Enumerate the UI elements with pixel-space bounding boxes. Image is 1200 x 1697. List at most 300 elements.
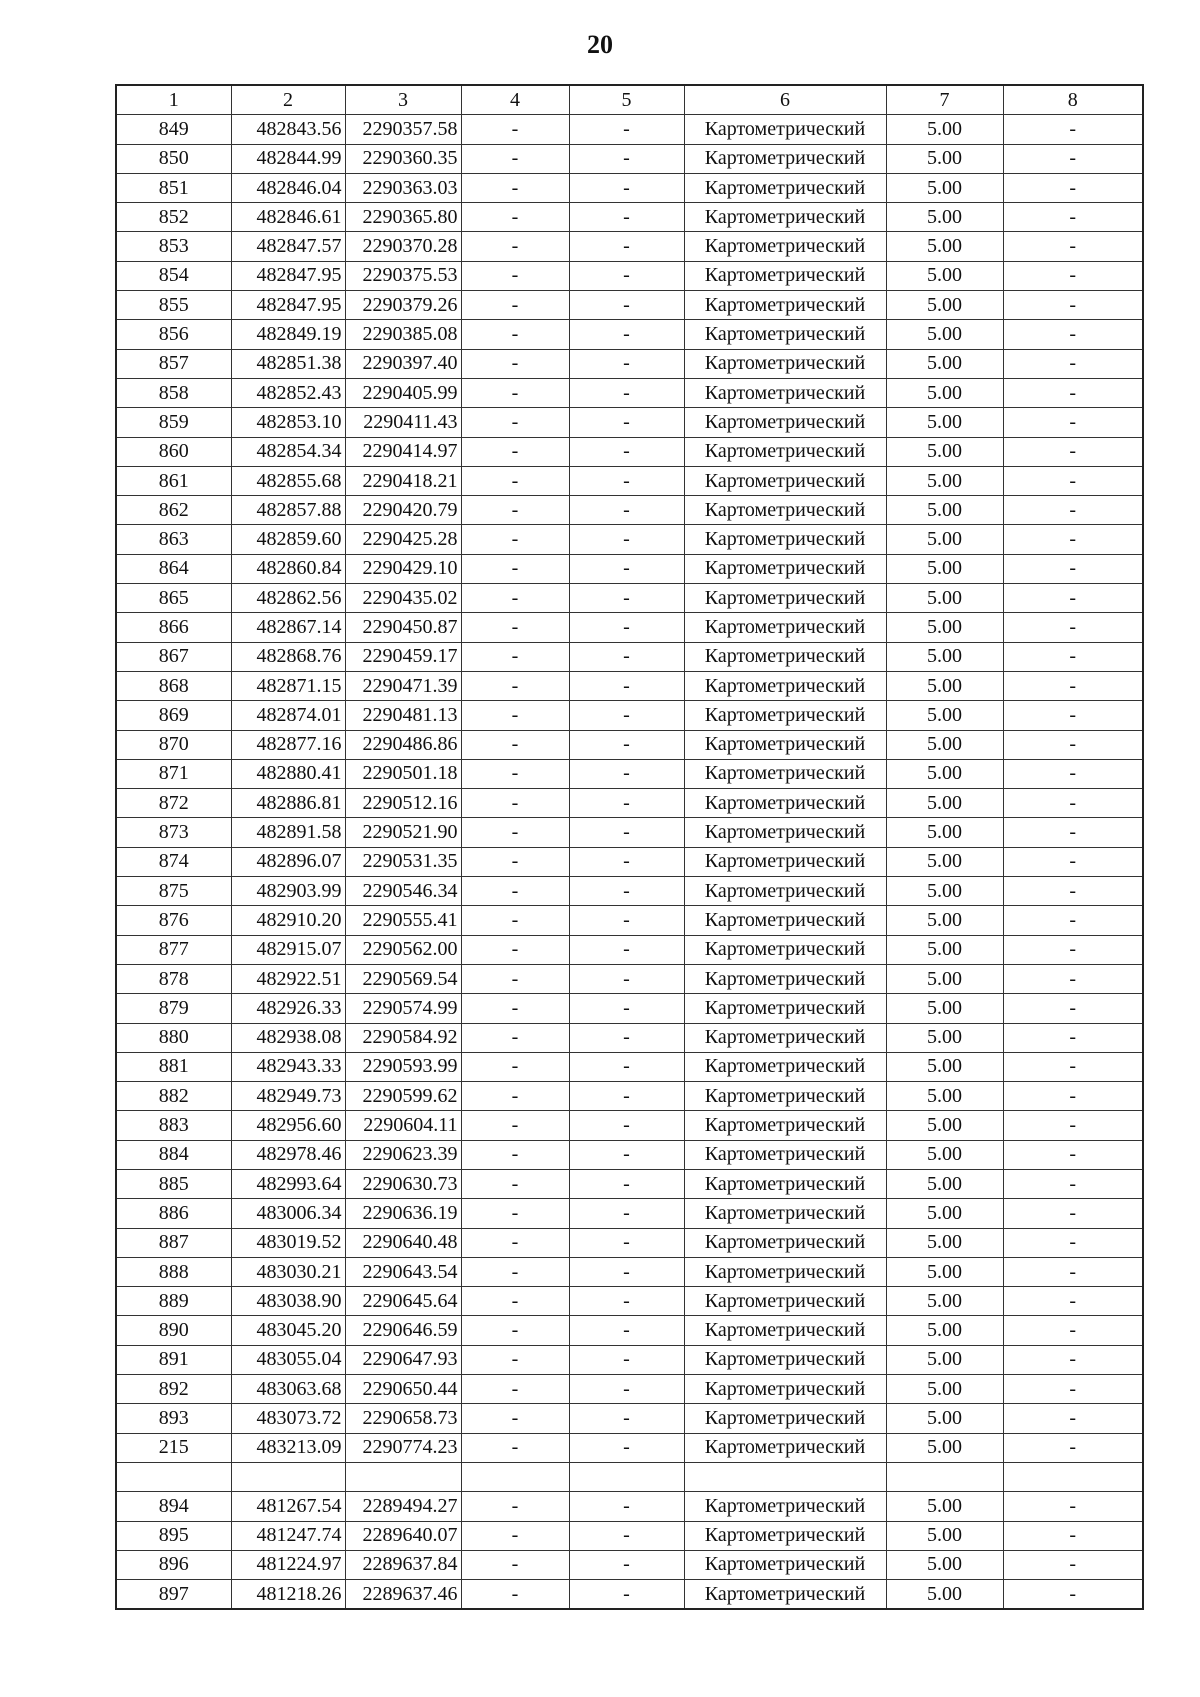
column-4-cell: - [461,1375,569,1404]
x-coordinate-cell: 482938.08 [231,1023,345,1052]
point-number-cell: 895 [116,1521,231,1550]
column-4-cell: - [461,701,569,730]
x-coordinate-cell: 482852.43 [231,378,345,407]
y-coordinate-cell: 2290365.80 [345,203,461,232]
column-4-cell: - [461,642,569,671]
precision-cell: 5.00 [886,1257,1003,1286]
column-8-cell: - [1003,349,1143,378]
column-8-cell: - [1003,1521,1143,1550]
column-4-cell: - [461,1316,569,1345]
precision-cell: 5.00 [886,964,1003,993]
method-cell: Картометрический [684,1169,886,1198]
y-coordinate-cell: 2290623.39 [345,1140,461,1169]
column-4-cell: - [461,1199,569,1228]
table-row [116,584,1143,613]
table-row [116,144,1143,173]
precision-cell: 5.00 [886,1316,1003,1345]
point-number-cell: 874 [116,847,231,876]
column-4-cell: - [461,789,569,818]
method-cell: Картометрический [684,408,886,437]
column-5-cell: - [569,642,684,671]
method-cell: Картометрический [684,291,886,320]
method-cell: Картометрический [684,496,886,525]
precision-cell: 5.00 [886,1111,1003,1140]
column-5-cell: - [569,1023,684,1052]
method-cell: Картометрический [684,232,886,261]
column-5-cell: - [569,730,684,759]
y-coordinate-cell: 2290481.13 [345,701,461,730]
x-coordinate-cell: 482891.58 [231,818,345,847]
method-cell: Картометрический [684,115,886,144]
column-8-cell: - [1003,291,1143,320]
point-number-cell: 869 [116,701,231,730]
column-8-cell: - [1003,964,1143,993]
column-5-cell: - [569,701,684,730]
point-number-cell: 883 [116,1111,231,1140]
column-4-cell: - [461,144,569,173]
precision-cell: 5.00 [886,1199,1003,1228]
column-8-cell: - [1003,1169,1143,1198]
precision-cell [886,1462,1003,1491]
table-row [116,1375,1143,1404]
table-row [116,437,1143,466]
column-8-cell: - [1003,1111,1143,1140]
column-4-cell: - [461,466,569,495]
table-row [116,378,1143,407]
column-8-cell: - [1003,789,1143,818]
column-4-cell: - [461,1580,569,1610]
column-5-cell: - [569,232,684,261]
column-5-cell: - [569,1345,684,1374]
y-coordinate-cell: 2290569.54 [345,964,461,993]
column-8-cell: - [1003,437,1143,466]
method-cell: Картометрический [684,642,886,671]
column-5-cell: - [569,1052,684,1081]
precision-cell: 5.00 [886,847,1003,876]
column-8-cell: - [1003,584,1143,613]
method-cell: Картометрический [684,1580,886,1610]
column-5-cell: - [569,1287,684,1316]
precision-cell: 5.00 [886,1492,1003,1521]
column-8-cell: - [1003,1404,1143,1433]
column-8-cell: - [1003,759,1143,788]
y-coordinate-cell: 2290555.41 [345,906,461,935]
y-coordinate-cell: 2289640.07 [345,1521,461,1550]
table-row [116,1199,1143,1228]
x-coordinate-cell: 483213.09 [231,1433,345,1462]
x-coordinate-cell: 483030.21 [231,1257,345,1286]
precision-cell: 5.00 [886,144,1003,173]
column-5-cell: - [569,1111,684,1140]
column-8-cell: - [1003,144,1143,173]
y-coordinate-cell: 2290650.44 [345,1375,461,1404]
precision-cell: 5.00 [886,935,1003,964]
y-coordinate-cell: 2290459.17 [345,642,461,671]
column-4-cell: - [461,730,569,759]
column-4-cell: - [461,349,569,378]
y-coordinate-cell: 2290521.90 [345,818,461,847]
column-5-cell: - [569,759,684,788]
x-coordinate-cell: 482956.60 [231,1111,345,1140]
y-coordinate-cell: 2290486.86 [345,730,461,759]
column-4-cell [461,1462,569,1491]
table-row [116,408,1143,437]
x-coordinate-cell: 482880.41 [231,759,345,788]
point-number-cell [116,1462,231,1491]
column-header: 1 [116,85,231,115]
column-8-cell: - [1003,906,1143,935]
precision-cell: 5.00 [886,906,1003,935]
column-4-cell: - [461,1492,569,1521]
y-coordinate-cell: 2290593.99 [345,1052,461,1081]
point-number-cell: 215 [116,1433,231,1462]
column-5-cell: - [569,847,684,876]
column-4-cell: - [461,232,569,261]
x-coordinate-cell: 482871.15 [231,671,345,700]
table-row [116,1345,1143,1374]
y-coordinate-cell: 2290379.26 [345,291,461,320]
x-coordinate-cell: 482844.99 [231,144,345,173]
column-5-cell: - [569,1316,684,1345]
precision-cell: 5.00 [886,818,1003,847]
point-number-cell: 884 [116,1140,231,1169]
method-cell: Картометрический [684,759,886,788]
table-row [116,1404,1143,1433]
point-number-cell: 870 [116,730,231,759]
column-8-cell: - [1003,320,1143,349]
point-number-cell: 888 [116,1257,231,1286]
precision-cell: 5.00 [886,408,1003,437]
y-coordinate-cell: 2290405.99 [345,378,461,407]
x-coordinate-cell: 483038.90 [231,1287,345,1316]
table-row [116,1140,1143,1169]
table-row [116,349,1143,378]
column-4-cell: - [461,408,569,437]
y-coordinate-cell [345,1462,461,1491]
y-coordinate-cell: 2290630.73 [345,1169,461,1198]
y-coordinate-cell: 2289637.46 [345,1580,461,1610]
column-5-cell: - [569,437,684,466]
x-coordinate-cell: 483073.72 [231,1404,345,1433]
method-cell: Картометрический [684,525,886,554]
y-coordinate-cell: 2290646.59 [345,1316,461,1345]
precision-cell: 5.00 [886,1433,1003,1462]
column-4-cell: - [461,173,569,202]
column-8-cell: - [1003,466,1143,495]
column-8-cell: - [1003,877,1143,906]
method-cell: Картометрический [684,1521,886,1550]
point-number-cell: 871 [116,759,231,788]
column-5-cell: - [569,1580,684,1610]
precision-cell: 5.00 [886,584,1003,613]
y-coordinate-cell: 2290385.08 [345,320,461,349]
point-number-cell: 858 [116,378,231,407]
x-coordinate-cell: 482867.14 [231,613,345,642]
point-number-cell: 872 [116,789,231,818]
column-8-cell: - [1003,642,1143,671]
column-5-cell: - [569,1257,684,1286]
method-cell: Картометрический [684,554,886,583]
x-coordinate-cell: 482855.68 [231,466,345,495]
method-cell: Картометрический [684,994,886,1023]
precision-cell: 5.00 [886,877,1003,906]
column-4-cell: - [461,847,569,876]
precision-cell: 5.00 [886,320,1003,349]
y-coordinate-cell: 2290647.93 [345,1345,461,1374]
column-8-cell: - [1003,1345,1143,1374]
y-coordinate-cell: 2290450.87 [345,613,461,642]
point-number-cell: 882 [116,1082,231,1111]
x-coordinate-cell: 482847.95 [231,291,345,320]
column-4-cell: - [461,906,569,935]
method-cell: Картометрический [684,173,886,202]
method-cell: Картометрический [684,1111,886,1140]
column-8-cell: - [1003,261,1143,290]
table-row [116,1492,1143,1521]
table-row [116,1462,1143,1491]
point-number-cell: 862 [116,496,231,525]
column-8-cell: - [1003,1375,1143,1404]
x-coordinate-cell: 482877.16 [231,730,345,759]
column-4-cell: - [461,818,569,847]
point-number-cell: 878 [116,964,231,993]
method-cell: Картометрический [684,1023,886,1052]
point-number-cell: 854 [116,261,231,290]
column-8-cell: - [1003,1052,1143,1081]
table-row [116,525,1143,554]
point-number-cell: 881 [116,1052,231,1081]
point-number-cell: 868 [116,671,231,700]
x-coordinate-cell: 482926.33 [231,994,345,1023]
table-row [116,935,1143,964]
method-cell: Картометрический [684,349,886,378]
y-coordinate-cell: 2290643.54 [345,1257,461,1286]
column-4-cell: - [461,378,569,407]
column-8-cell: - [1003,203,1143,232]
x-coordinate-cell: 481224.97 [231,1550,345,1579]
page-number: 20 [587,30,613,59]
column-5-cell: - [569,1375,684,1404]
column-5-cell: - [569,1492,684,1521]
point-number-cell: 889 [116,1287,231,1316]
column-8-cell: - [1003,1433,1143,1462]
x-coordinate-cell: 481247.74 [231,1521,345,1550]
column-8-cell: - [1003,1228,1143,1257]
column-5-cell: - [569,877,684,906]
x-coordinate-cell: 482851.38 [231,349,345,378]
point-number-cell: 850 [116,144,231,173]
x-coordinate-cell: 482843.56 [231,115,345,144]
precision-cell: 5.00 [886,1550,1003,1579]
coordinates-table [115,84,1144,1610]
column-4-cell: - [461,261,569,290]
table-row [116,1111,1143,1140]
precision-cell: 5.00 [886,789,1003,818]
x-coordinate-cell: 482903.99 [231,877,345,906]
point-number-cell: 896 [116,1550,231,1579]
column-4-cell: - [461,1111,569,1140]
x-coordinate-cell: 482886.81 [231,789,345,818]
column-4-cell: - [461,1023,569,1052]
y-coordinate-cell: 2290429.10 [345,554,461,583]
method-cell: Картометрический [684,671,886,700]
table-row [116,320,1143,349]
column-5-cell: - [569,613,684,642]
precision-cell: 5.00 [886,232,1003,261]
column-8-cell: - [1003,1492,1143,1521]
x-coordinate-cell: 482915.07 [231,935,345,964]
x-coordinate-cell: 482978.46 [231,1140,345,1169]
column-5-cell: - [569,554,684,583]
method-cell: Картометрический [684,1550,886,1579]
x-coordinate-cell: 483055.04 [231,1345,345,1374]
x-coordinate-cell: 482849.19 [231,320,345,349]
column-4-cell: - [461,1433,569,1462]
y-coordinate-cell: 2290599.62 [345,1082,461,1111]
column-4-cell: - [461,1257,569,1286]
table-row [116,964,1143,993]
precision-cell: 5.00 [886,291,1003,320]
x-coordinate-cell: 483019.52 [231,1228,345,1257]
x-coordinate-cell: 482846.04 [231,173,345,202]
x-coordinate-cell [231,1462,345,1491]
y-coordinate-cell: 2290375.53 [345,261,461,290]
precision-cell: 5.00 [886,525,1003,554]
table-row [116,554,1143,583]
x-coordinate-cell: 482868.76 [231,642,345,671]
table-row [116,232,1143,261]
precision-cell: 5.00 [886,203,1003,232]
precision-cell: 5.00 [886,642,1003,671]
method-cell: Картометрический [684,1345,886,1374]
point-number-cell: 849 [116,115,231,144]
method-cell: Картометрический [684,935,886,964]
y-coordinate-cell: 2290425.28 [345,525,461,554]
point-number-cell: 876 [116,906,231,935]
x-coordinate-cell: 482910.20 [231,906,345,935]
x-coordinate-cell: 482993.64 [231,1169,345,1198]
x-coordinate-cell: 482922.51 [231,964,345,993]
precision-cell: 5.00 [886,261,1003,290]
column-8-cell: - [1003,554,1143,583]
x-coordinate-cell: 482846.61 [231,203,345,232]
method-cell: Картометрический [684,1287,886,1316]
column-4-cell: - [461,964,569,993]
column-8-cell: - [1003,1199,1143,1228]
method-cell: Картометрический [684,906,886,935]
method-cell: Картометрический [684,701,886,730]
point-number-cell: 867 [116,642,231,671]
column-8-cell: - [1003,613,1143,642]
column-4-cell: - [461,203,569,232]
column-8-cell: - [1003,1023,1143,1052]
table-row [116,642,1143,671]
y-coordinate-cell: 2290658.73 [345,1404,461,1433]
table-row [116,671,1143,700]
column-5-cell: - [569,1550,684,1579]
precision-cell: 5.00 [886,115,1003,144]
column-4-cell: - [461,496,569,525]
column-8-cell: - [1003,378,1143,407]
y-coordinate-cell: 2290411.43 [345,408,461,437]
column-4-cell: - [461,994,569,1023]
precision-cell: 5.00 [886,1287,1003,1316]
column-8-cell: - [1003,496,1143,525]
column-8-cell: - [1003,1316,1143,1345]
x-coordinate-cell: 482874.01 [231,701,345,730]
column-header: 5 [569,85,684,115]
x-coordinate-cell: 481267.54 [231,1492,345,1521]
column-8-cell: - [1003,818,1143,847]
table-row [116,847,1143,876]
point-number-cell: 879 [116,994,231,1023]
y-coordinate-cell: 2290531.35 [345,847,461,876]
column-8-cell: - [1003,1287,1143,1316]
column-5-cell: - [569,466,684,495]
column-5-cell: - [569,1404,684,1433]
method-cell: Картометрический [684,730,886,759]
point-number-cell: 875 [116,877,231,906]
point-number-cell: 855 [116,291,231,320]
column-5-cell: - [569,115,684,144]
point-number-cell: 894 [116,1492,231,1521]
column-4-cell: - [461,437,569,466]
table-row [116,877,1143,906]
method-cell: Картометрический [684,1375,886,1404]
point-number-cell: 860 [116,437,231,466]
point-number-cell: 890 [116,1316,231,1345]
column-5-cell: - [569,496,684,525]
column-4-cell: - [461,1404,569,1433]
column-4-cell: - [461,1228,569,1257]
method-cell: Картометрический [684,320,886,349]
x-coordinate-cell: 482859.60 [231,525,345,554]
column-8-cell: - [1003,1257,1143,1286]
table-body [116,115,1143,1610]
column-8-cell: - [1003,847,1143,876]
method-cell: Картометрический [684,613,886,642]
method-cell: Картометрический [684,1228,886,1257]
table-row [116,701,1143,730]
y-coordinate-cell: 2290562.00 [345,935,461,964]
point-number-cell: 856 [116,320,231,349]
y-coordinate-cell: 2290370.28 [345,232,461,261]
x-coordinate-cell: 482896.07 [231,847,345,876]
column-5-cell: - [569,671,684,700]
column-4-cell: - [461,671,569,700]
point-number-cell: 861 [116,466,231,495]
column-header: 4 [461,85,569,115]
column-8-cell: - [1003,525,1143,554]
column-5-cell: - [569,349,684,378]
column-4-cell: - [461,1140,569,1169]
precision-cell: 5.00 [886,496,1003,525]
y-coordinate-cell: 2289637.84 [345,1550,461,1579]
point-number-cell: 880 [116,1023,231,1052]
y-coordinate-cell: 2290501.18 [345,759,461,788]
column-4-cell: - [461,554,569,583]
point-number-cell: 885 [116,1169,231,1198]
column-5-cell: - [569,203,684,232]
method-cell: Картометрический [684,1492,886,1521]
table-row [116,1287,1143,1316]
column-5-cell: - [569,1521,684,1550]
x-coordinate-cell: 482854.34 [231,437,345,466]
method-cell: Картометрический [684,261,886,290]
column-5-cell: - [569,906,684,935]
column-8-cell: - [1003,1550,1143,1579]
precision-cell: 5.00 [886,1580,1003,1610]
